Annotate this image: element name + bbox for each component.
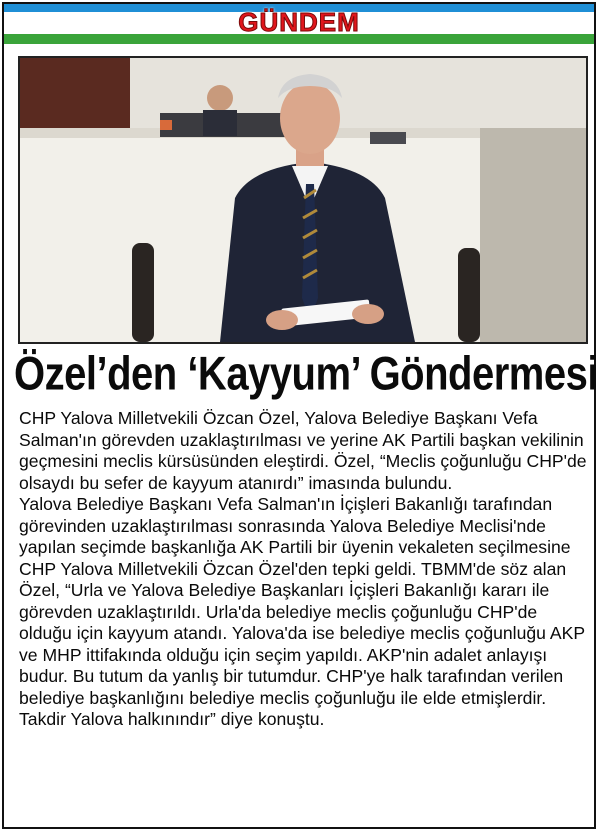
page-frame [2,2,596,829]
article-paragraph: Yalova Belediye Başkanı Vefa Salman'ın İçişleri Bakanlığı tarafından görevinden uzaklaştırılması sonrasında Yalova Belediye Meclisi'nde yapılan seçimde başkanlığa AK Partili bir üyenin vekaleten seçilmesine CHP Yalova Milletvekili Özcan Özel'den tepki geldi. TBMM'de söz alan Özel, “Urla ve Yalova Belediye Başkanları İçişleri Bakanlığı kararı ile görevden uzaklaştırıldı. Urla'da belediye meclis çoğunluğu CHP'de olduğu için kayyum atandı. Yalova'da ise belediye meclis çoğunluğu AKP ve MHP ittifakında olduğu için seçim yapıldı. AKP'nin adalet anlayışı budur. Bu tutum da yanlış bir tutumdur. CHP'ye halk tarafından verilen belediye başkanlığını belediye meclis çoğunluğu ile elde etmişlerdir. Takdir Yalova halkınındır” diye konuştu. [19,494,585,729]
section-banner [4,4,594,44]
section-title: GÜNDEM [238,7,360,37]
article-body [19,408,591,731]
speaker-at-podium-illustration [20,58,586,342]
article-photo [18,56,588,344]
article-headline: Özel’den ‘Kayyum’ Göndermesi [14,348,598,400]
article-paragraph: CHP Yalova Milletvekili Özcan Özel, Yalova Belediye Başkanı Vefa Salman'ın görevden uzaklaştırılması ve yerine AK Partili başkan vekilinin geçmesini meclis kürsüsünden eleştirdi. Özel, “Meclis çoğunluğu CHP'de olsaydı bu sefer de kayyum atanırdı” imasında bulundu. [19,408,587,493]
